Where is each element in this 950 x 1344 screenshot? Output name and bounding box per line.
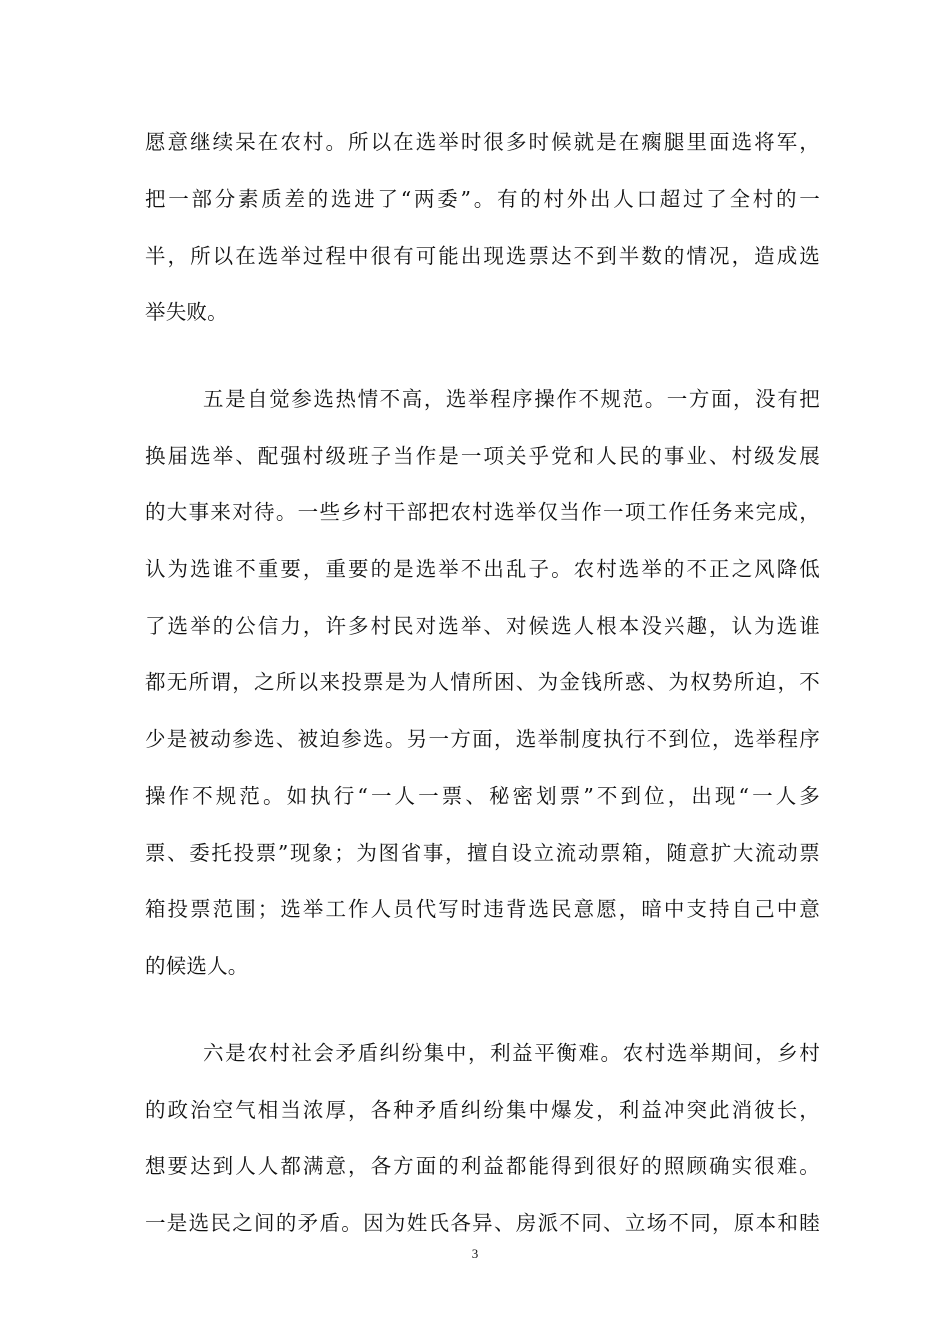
text-line: 了选举的公信力，许多村民对选举、对候选人根本没兴趣，认为选谁 [145,614,820,638]
text-line: 都无所谓，之所以来投票是为人情所困、为金钱所惑、为权势所迫，不 [145,670,820,694]
text-line: 认为选谁不重要，重要的是选举不出乱子。农村选举的不正之风降低 [145,557,820,581]
text-line: 六是农村社会矛盾纠纷集中，利益平衡难。农村选举期间，乡村 [203,1041,820,1065]
text-line: 的候选人。 [145,954,249,978]
page-number: 3 [471,1246,479,1261]
text-line: 想要达到人人都满意，各方面的利益都能得到很好的照顾确实很难。 [145,1154,820,1178]
text-line: 把一部分素质差的选进了“两委”。有的村外出人口超过了全村的一 [145,187,820,211]
text-line: 换届选举、配强村级班子当作是一项关乎党和人民的事业、村级发展 [145,444,820,468]
text-line: 箱投票范围；选举工作人员代写时违背选民意愿，暗中支持自己中意 [145,897,820,921]
text-line: 五是自觉参选热情不高，选举程序操作不规范。一方面，没有把 [203,387,820,411]
text-line: 操作不规范。如执行“一人一票、秘密划票”不到位，出现“一人多 [145,784,820,808]
text-line: 举失败。 [145,300,228,324]
text-line: 的大事来对待。一些乡村干部把农村选举仅当作一项工作任务来完成， [145,500,820,524]
text-line: 愿意继续呆在农村。所以在选举时很多时候就是在瘸腿里面选将军， [145,130,820,154]
text-line: 的政治空气相当浓厚，各种矛盾纠纷集中爆发，利益冲突此消彼长， [145,1098,820,1122]
text-line: 少是被动参选、被迫参选。另一方面，选举制度执行不到位，选举程序 [145,727,820,751]
text-line: 半，所以在选举过程中很有可能出现选票达不到半数的情况，造成选 [145,244,820,268]
text-line: 一是选民之间的矛盾。因为姓氏各异、房派不同、立场不同，原本和睦 [145,1211,820,1235]
text-line: 票、委托投票”现象；为图省事，擅自设立流动票箱，随意扩大流动票 [145,841,820,865]
